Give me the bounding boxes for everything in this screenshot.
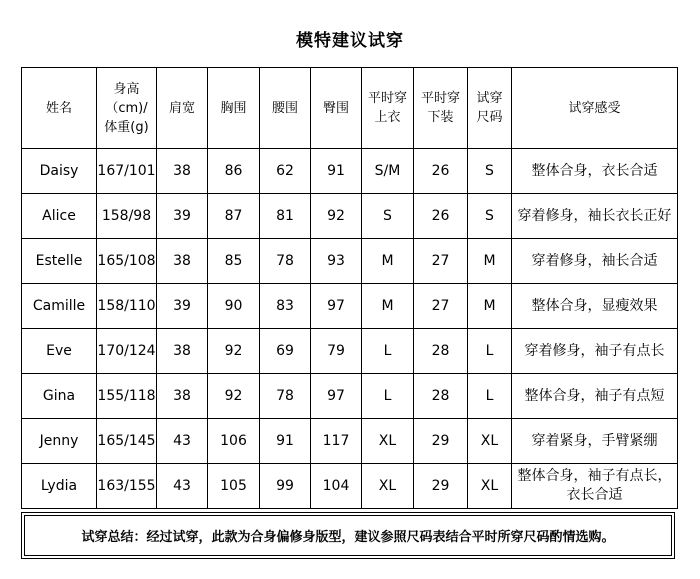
cell-usual-top: L [362, 329, 414, 374]
cell-height-weight: 158/98 [97, 194, 157, 239]
summary-text: 试穿总结：经过试穿，此款为合身偏修身版型，建议参照尺码表结合平时所穿尺码酌情选购。 [24, 515, 672, 556]
header-row [22, 68, 678, 149]
cell-fit-size: XL [468, 419, 512, 464]
header-chest: 胸围 [208, 68, 260, 149]
cell-usual-bottom: 28 [414, 329, 468, 374]
cell-height-weight: 165/108 [97, 239, 157, 284]
cell-waist: 62 [260, 149, 311, 194]
cell-chest: 105 [208, 464, 260, 509]
header-height-weight-line2: （cm)/ [105, 100, 148, 116]
cell-usual-bottom: 28 [414, 374, 468, 419]
cell-name: Camille [22, 284, 97, 329]
table-row [22, 149, 678, 194]
table-row [22, 374, 678, 419]
cell-shoulder: 38 [157, 239, 208, 284]
cell-feeling: 穿着紧身，手臂紧绷 [512, 419, 678, 464]
cell-hip: 104 [311, 464, 362, 509]
table-row [22, 329, 678, 374]
cell-name: Lydia [22, 464, 97, 509]
cell-hip: 93 [311, 239, 362, 284]
header-waist: 腰围 [260, 68, 311, 149]
cell-usual-top: XL [362, 464, 414, 509]
cell-height-weight: 170/124 [97, 329, 157, 374]
cell-name: Estelle [22, 239, 97, 284]
page-title: 模特建议试穿 [296, 31, 404, 51]
cell-feeling: 穿着修身，袖长合适 [512, 239, 678, 284]
cell-shoulder: 43 [157, 419, 208, 464]
cell-usual-bottom: 29 [414, 464, 468, 509]
header-name: 姓名 [22, 68, 97, 149]
header-fit-size-line2: 尺码 [476, 110, 503, 125]
cell-height-weight: 155/118 [97, 374, 157, 419]
header-shoulder: 肩宽 [157, 68, 208, 149]
header-height-weight-line3: 体重(g) [104, 119, 149, 135]
cell-fit-size: S [468, 149, 512, 194]
cell-name: Eve [22, 329, 97, 374]
cell-hip: 97 [311, 374, 362, 419]
cell-height-weight: 158/110 [97, 284, 157, 329]
cell-usual-bottom: 26 [414, 149, 468, 194]
header-usual-top [362, 68, 414, 149]
header-usual-bottom-line1: 平时穿 [420, 91, 460, 106]
header-fit-size-line1: 试穿 [476, 91, 503, 106]
cell-chest: 86 [208, 149, 260, 194]
cell-waist: 91 [260, 419, 311, 464]
cell-chest: 85 [208, 239, 260, 284]
cell-waist: 78 [260, 374, 311, 419]
cell-shoulder: 38 [157, 149, 208, 194]
table-row [22, 239, 678, 284]
cell-usual-top: L [362, 374, 414, 419]
cell-feeling: 整体合身，衣长合适 [512, 149, 678, 194]
cell-hip: 79 [311, 329, 362, 374]
cell-usual-bottom: 27 [414, 284, 468, 329]
cell-hip: 97 [311, 284, 362, 329]
cell-chest: 90 [208, 284, 260, 329]
cell-feeling: 整体合身，显瘦效果 [512, 284, 678, 329]
cell-name: Alice [22, 194, 97, 239]
cell-hip: 117 [311, 419, 362, 464]
cell-chest: 92 [208, 329, 260, 374]
cell-feeling: 整体合身，袖子有点短 [512, 374, 678, 419]
cell-waist: 99 [260, 464, 311, 509]
cell-shoulder: 43 [157, 464, 208, 509]
cell-chest: 106 [208, 419, 260, 464]
cell-chest: 87 [208, 194, 260, 239]
cell-height-weight: 163/155 [97, 464, 157, 509]
header-feeling: 试穿感受 [512, 68, 678, 149]
cell-fit-size: M [468, 284, 512, 329]
cell-name: Jenny [22, 419, 97, 464]
model-fit-table [21, 67, 678, 509]
cell-usual-top: XL [362, 419, 414, 464]
header-hip: 臀围 [311, 68, 362, 149]
header-fit-size [468, 68, 512, 149]
header-usual-bottom [414, 68, 468, 149]
cell-fit-size: M [468, 239, 512, 284]
cell-fit-size: XL [468, 464, 512, 509]
cell-height-weight: 165/145 [97, 419, 157, 464]
header-usual-top-line1: 平时穿 [367, 91, 407, 106]
cell-shoulder: 38 [157, 329, 208, 374]
cell-hip: 91 [311, 149, 362, 194]
cell-name: Daisy [22, 149, 97, 194]
cell-usual-bottom: 26 [414, 194, 468, 239]
cell-usual-top: S/M [362, 149, 414, 194]
table-row [22, 419, 678, 464]
table-row [22, 194, 678, 239]
table-row [22, 464, 678, 509]
cell-chest: 92 [208, 374, 260, 419]
cell-height-weight: 167/101 [97, 149, 157, 194]
cell-usual-top: M [362, 284, 414, 329]
cell-fit-size: S [468, 194, 512, 239]
cell-shoulder: 39 [157, 284, 208, 329]
cell-waist: 69 [260, 329, 311, 374]
cell-shoulder: 38 [157, 374, 208, 419]
header-usual-bottom-line2: 下装 [427, 110, 454, 125]
summary-box [21, 512, 675, 559]
cell-waist: 83 [260, 284, 311, 329]
cell-name: Gina [22, 374, 97, 419]
cell-usual-top: M [362, 239, 414, 284]
header-height-weight-line1: 身高 [113, 81, 140, 97]
cell-feeling: 穿着修身，袖子有点长 [512, 329, 678, 374]
cell-usual-bottom: 27 [414, 239, 468, 284]
cell-feeling: 整体合身，袖子有点长，衣长合适 [512, 464, 678, 509]
table-row [22, 284, 678, 329]
cell-shoulder: 39 [157, 194, 208, 239]
cell-waist: 81 [260, 194, 311, 239]
cell-usual-top: S [362, 194, 414, 239]
cell-feeling: 穿着修身，袖长衣长正好 [512, 194, 678, 239]
header-usual-top-line2: 上衣 [374, 110, 401, 125]
cell-fit-size: L [468, 329, 512, 374]
header-height-weight [97, 68, 157, 149]
cell-usual-bottom: 29 [414, 419, 468, 464]
cell-waist: 78 [260, 239, 311, 284]
cell-fit-size: L [468, 374, 512, 419]
cell-hip: 92 [311, 194, 362, 239]
